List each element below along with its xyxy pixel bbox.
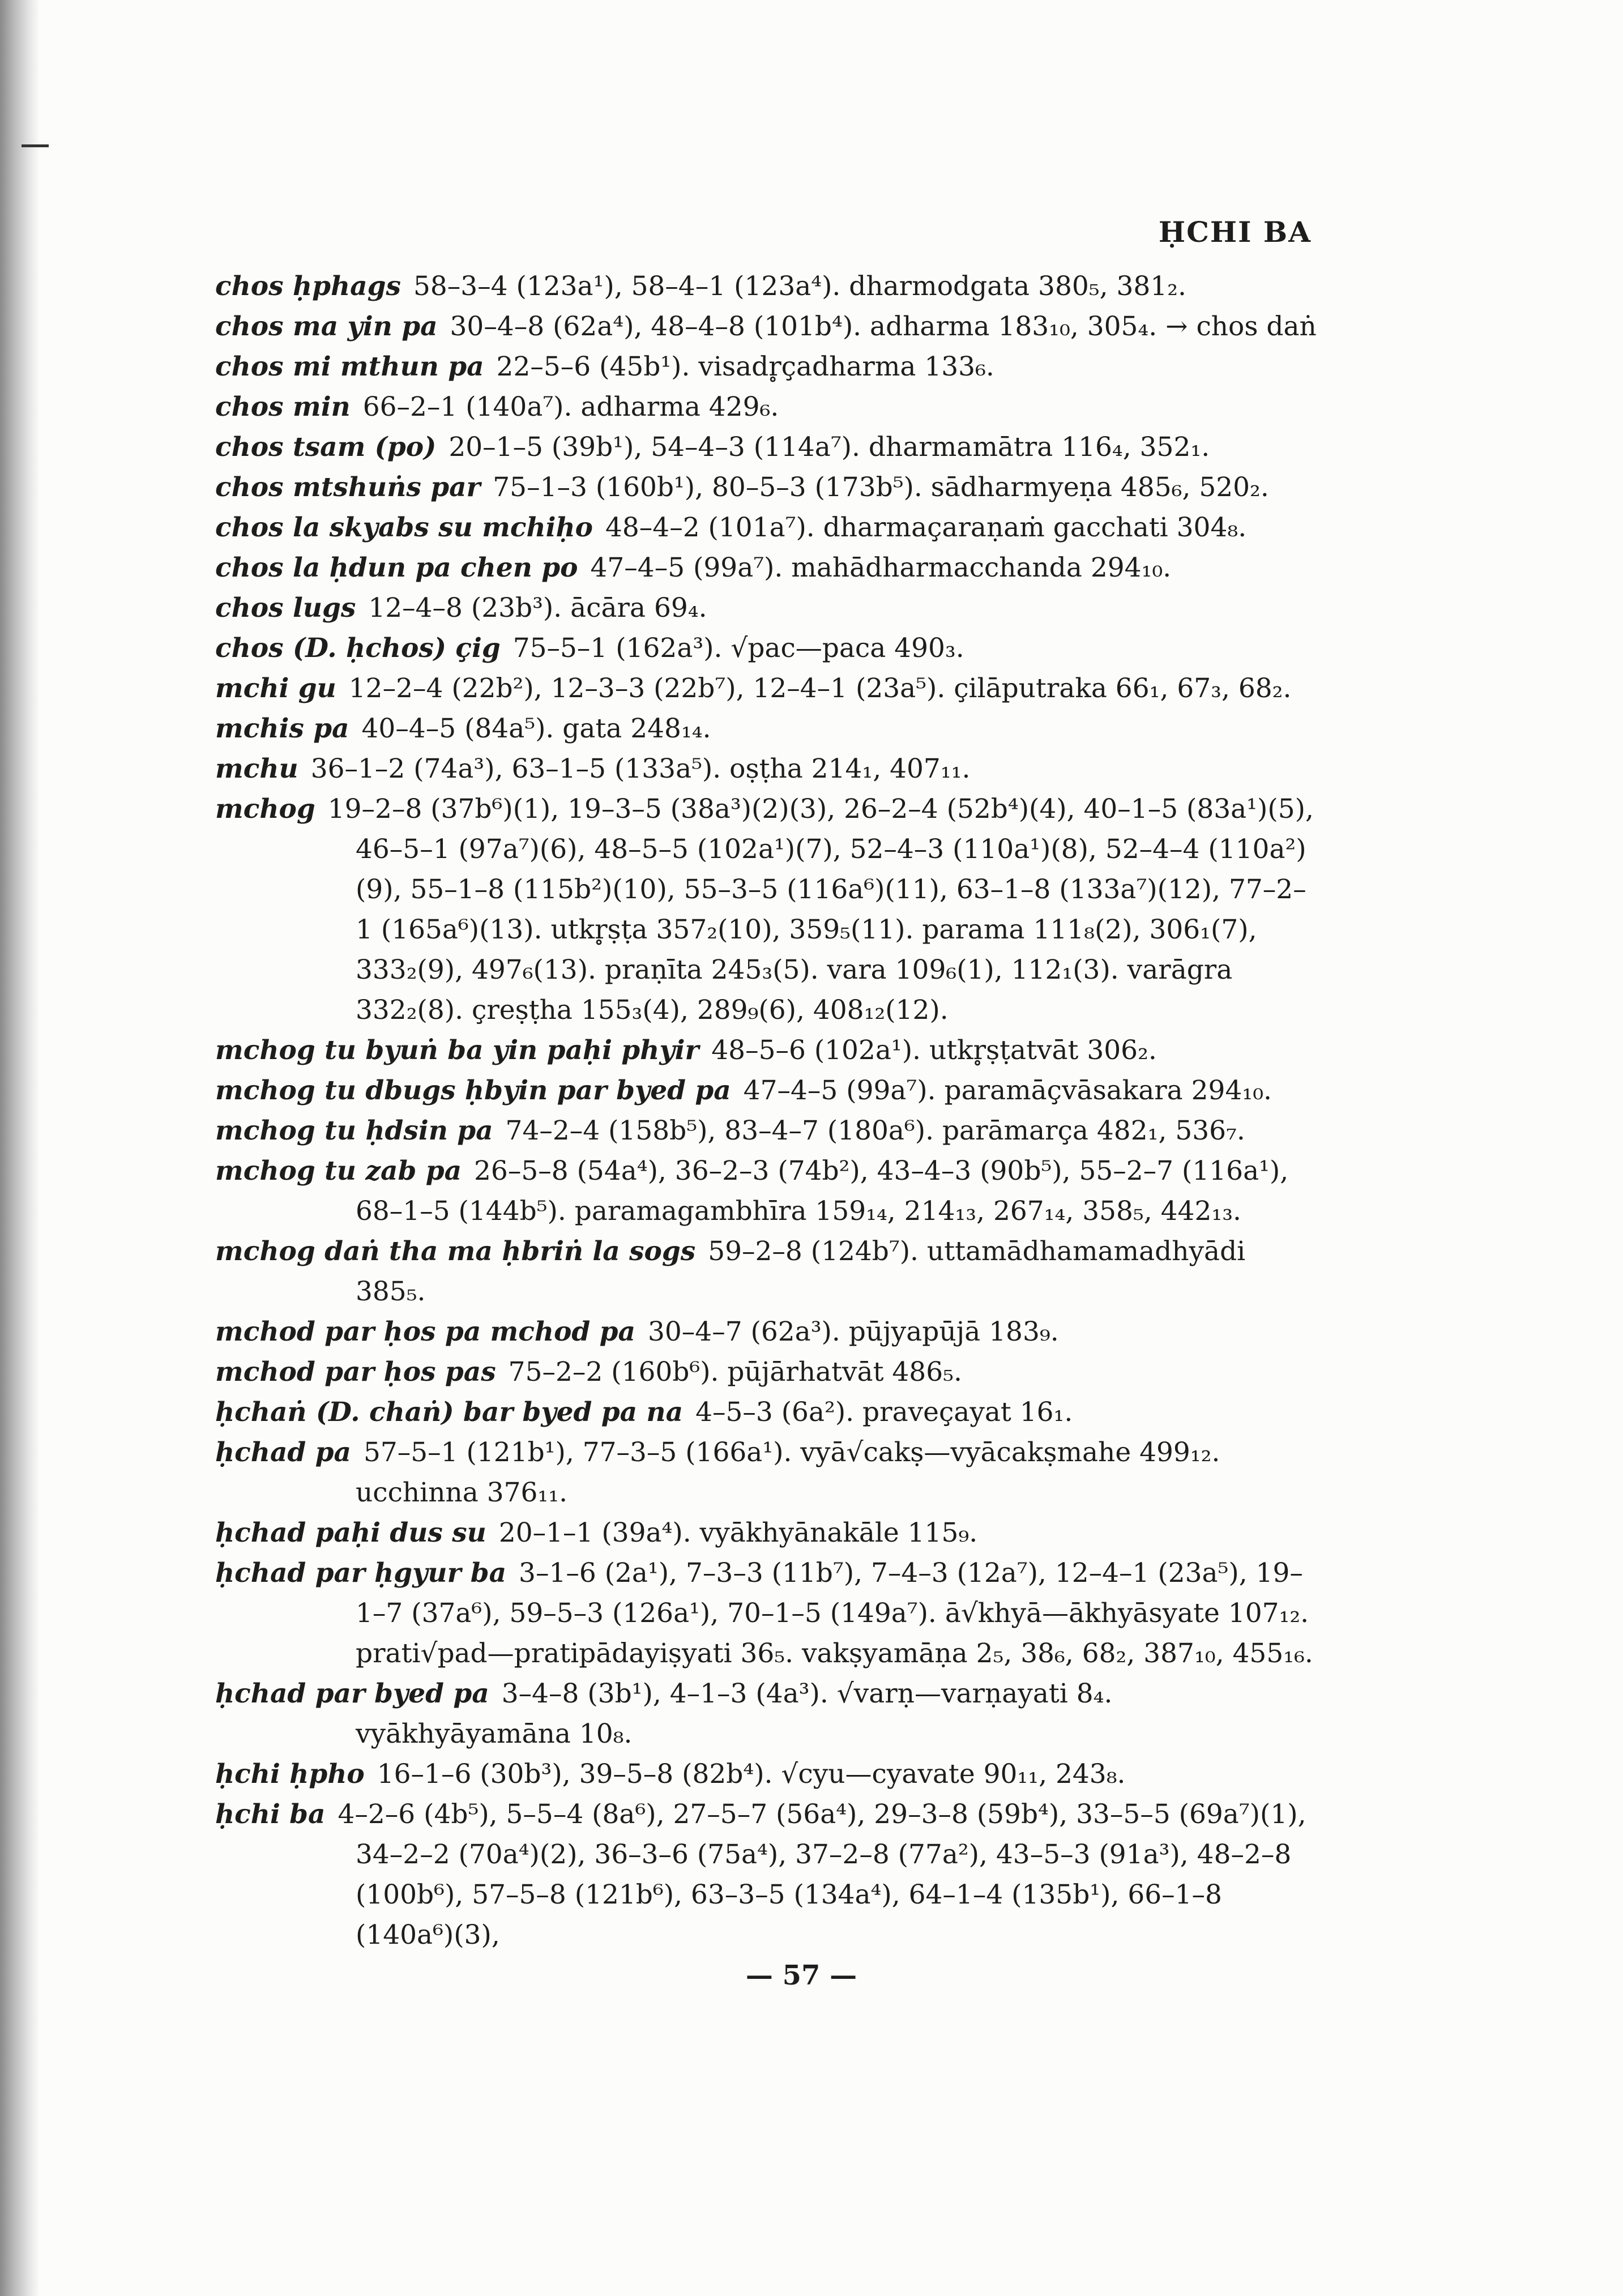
dictionary-entry: [215, 588, 1319, 628]
entry-body: 12–2–4 (22b²), 12–3–3 (22b⁷), 12–4–1 (23a⁵). çilāputraka 66₁, 67₃, 68₂.: [348, 673, 1292, 704]
dictionary-entry: [215, 1553, 1319, 1674]
dictionary-entry: [215, 628, 1319, 668]
entry-body: 47–4–5 (99a⁷). paramāçvāsakara 294₁₀.: [743, 1075, 1272, 1106]
entry-headword: ḥchad paḥi dus su: [215, 1517, 486, 1548]
entry-headword: chos la ḥdun pa chen po: [215, 552, 578, 583]
entry-body: 30–4–8 (62a⁴), 48–4–8 (101b⁴). adharma 183₁₀, 305₄. → chos daṅ: [450, 311, 1317, 342]
dictionary-entry: [215, 1070, 1319, 1111]
dictionary-entry: [215, 668, 1319, 709]
entry-body: 74–2–4 (158b⁵), 83–4–7 (180a⁶). parāmarça 482₁, 536₇.: [505, 1115, 1245, 1146]
entry-body: 20–1–1 (39a⁴). vyākhyānakāle 115₉.: [498, 1517, 978, 1548]
entry-headword: chos ḥphags: [215, 271, 401, 302]
dictionary-entry: [215, 507, 1319, 548]
entry-body: 19–2–8 (37b⁶)(1), 19–3–5 (38a³)(2)(3), 26–2–4 (52b⁴)(4), 40–1–5 (83a¹)(5), 46–5–1 (97a⁷)(6), 48–5–5 (102a¹)(7), 52–4–3 (110a¹)(8), 52–4–4 (110a²)(9), 55–1–8 (115b²)(10), 55–3–5 (116a⁶)(11), 63–1–8 (133a⁷)(12), 77–2–1 (165a⁶)(13). utkr̥ṣṭa 357₂(10), 359₅(11). parama 111₈(2), 306₁(7), 333₂(9), 497₆(13). praṇīta 245₃(5). vara 109₆(1), 112₁(3). varāgra 332₂(8). çreṣṭha 155₃(4), 289₉(6), 408₁₂(12).: [327, 793, 1314, 1026]
dictionary-entries: [215, 266, 1319, 1955]
dictionary-entry: [215, 387, 1319, 427]
entry-body: 75–5–1 (162a³). √pac—paca 490₃.: [512, 633, 964, 664]
entry-body: 30–4–7 (62a³). pūjyapūjā 183₉.: [647, 1316, 1059, 1347]
entry-body: 36–1–2 (74a³), 63–1–5 (133a⁵). oṣṭha 214₁, 407₁₁.: [310, 753, 971, 784]
entry-body: 16–1–6 (30b³), 39–5–8 (82b⁴). √cyu—cyavate 90₁₁, 243₈.: [377, 1759, 1126, 1790]
entry-body: 26–5–8 (54a⁴), 36–2–3 (74b²), 43–4–3 (90b⁵), 55–2–7 (116a¹), 68–1–5 (144b⁵). paramagambhīra 159₁₄, 214₁₃, 267₁₄, 358₅, 442₁₃.: [356, 1155, 1289, 1227]
entry-body: 48–5–6 (102a¹). utkr̥ṣṭatvāt 306₂.: [711, 1035, 1157, 1066]
dictionary-entry: [215, 548, 1319, 588]
dictionary-entry: [215, 266, 1319, 306]
entry-headword: mchi gu: [215, 673, 336, 704]
entry-headword: chos tsam (po): [215, 432, 437, 463]
entry-body: 47–4–5 (99a⁷). mahādharmacchanda 294₁₀.: [590, 552, 1172, 583]
dictionary-entry: [215, 1312, 1319, 1352]
entry-headword: mchis pa: [215, 713, 349, 744]
entry-headword: ḥchad par byed pa: [215, 1678, 489, 1709]
dictionary-entry: [215, 1432, 1319, 1513]
entry-headword: mchod par ḥos pa mchod pa: [215, 1316, 635, 1347]
dictionary-entry: [215, 467, 1319, 507]
entry-headword: chos lugs: [215, 592, 356, 624]
scan-binding-edge: [0, 0, 40, 2296]
dictionary-entry: [215, 1111, 1319, 1151]
entry-headword: mchog daṅ tha ma ḥbriṅ la sogs: [215, 1236, 696, 1267]
dictionary-entry: [215, 1392, 1319, 1432]
entry-body: 75–1–3 (160b¹), 80–5–3 (173b⁵). sādharmyeṇa 485₆, 520₂.: [493, 472, 1269, 503]
entry-headword: chos mi mthun pa: [215, 351, 484, 382]
entry-headword: ḥchi ba: [215, 1799, 326, 1830]
dictionary-entry: [215, 1754, 1319, 1794]
entry-headword: ḥchi ḥpho: [215, 1759, 365, 1790]
entry-body: 3–4–8 (3b¹), 4–1–3 (4a³). √varṇ—varṇayati 8₄. vyākhyāyamāna 10₈.: [356, 1678, 1113, 1749]
entry-body: 3–1–6 (2a¹), 7–3–3 (11b⁷), 7–4–3 (12a⁷), 12–4–1 (23a⁵), 19–1–7 (37a⁶), 59–5–3 (126a¹), 70–1–5 (149a⁷). ā√khyā—ākhyāsyate 107₁₂. prati√pad—pratipādayiṣyati 36₅. vakṣyamāṇa 2₅, 38₆, 68₂, 387₁₀, 455₁₆.: [356, 1557, 1313, 1669]
entry-headword: chos min: [215, 391, 351, 423]
entry-body: 4–2–6 (4b⁵), 5–5–4 (8a⁶), 27–5–7 (56a⁴), 29–3–8 (59b⁴), 33–5–5 (69a⁷)(1), 34–2–2 (70a⁴)(2), 36–3–6 (75a⁴), 37–2–8 (77a²), 43–5–3 (91a³), 48–2–8 (100b⁶), 57–5–8 (121b⁶), 63–3–5 (134a⁴), 64–1–4 (135b¹), 66–1–8 (140a⁶)(3),: [338, 1799, 1306, 1951]
entry-body: 40–4–5 (84a⁵). gata 248₁₄.: [361, 713, 711, 744]
dictionary-entry: [215, 1352, 1319, 1392]
entry-headword: mchu: [215, 753, 298, 784]
entry-body: 75–2–2 (160b⁶). pūjārhatvāt 486₅.: [508, 1356, 962, 1388]
dictionary-entry: [215, 1231, 1319, 1312]
entry-headword: mchog tu dbugs ḥbyin par byed pa: [215, 1075, 731, 1106]
entry-headword: chos (D. ḥchos) çig: [215, 633, 501, 664]
dictionary-entry: [215, 1794, 1319, 1955]
entry-headword: mchog tu ḥdsin pa: [215, 1115, 493, 1146]
dictionary-entry: [215, 1674, 1319, 1754]
scan-margin-mark: [22, 144, 49, 147]
dictionary-entry: [215, 789, 1319, 1030]
entry-body: 20–1–5 (39b¹), 54–4–3 (114a⁷). dharmamātra 116₄, 352₁.: [449, 432, 1210, 463]
dictionary-entry: [215, 306, 1319, 347]
dictionary-entry: [215, 1513, 1319, 1553]
entry-headword: mchog tu byuṅ ba yin paḥi phyir: [215, 1035, 699, 1066]
entry-headword: ḥchaṅ (D. chaṅ) bar byed pa na: [215, 1397, 684, 1428]
entry-body: 59–2–8 (124b⁷). uttamādhamamadhyādi 385₅.: [356, 1236, 1246, 1307]
entry-body: 22–5–6 (45b¹). visadr̥çadharma 133₆.: [496, 351, 994, 382]
entry-headword: chos mtshuṅs par: [215, 472, 481, 503]
entry-headword: mchog tu zab pa: [215, 1155, 462, 1187]
entry-headword: mchod par ḥos pas: [215, 1356, 496, 1388]
entry-body: 48–4–2 (101a⁷). dharmaçaraṇaṁ gacchati 304₈.: [605, 512, 1247, 543]
dictionary-entry: [215, 1151, 1319, 1231]
entry-body: 4–5–3 (6a²). praveçayat 16₁.: [695, 1397, 1073, 1428]
entry-body: 66–2–1 (140a⁷). adharma 429₆.: [362, 391, 779, 423]
entry-body: 58–3–4 (123a¹), 58–4–1 (123a⁴). dharmodgata 380₅, 381₂.: [413, 271, 1186, 302]
entry-body: 12–4–8 (23b³). ācāra 69₄.: [368, 592, 707, 624]
page-number: — 57 —: [745, 1960, 857, 1991]
dictionary-entry: [215, 709, 1319, 749]
dictionary-entry: [215, 749, 1319, 789]
entry-headword: chos la skyabs su mchiḥo: [215, 512, 593, 543]
dictionary-entry: [215, 427, 1319, 467]
entry-body: 57–5–1 (121b¹), 77–3–5 (166a¹). vyā√cakṣ—vyācakṣmahe 499₁₂. ucchinna 376₁₁.: [356, 1437, 1220, 1508]
entry-headword: ḥchad pa: [215, 1437, 351, 1468]
entry-headword: chos ma yin pa: [215, 311, 438, 342]
dictionary-entry: [215, 347, 1319, 387]
dictionary-entry: [215, 1030, 1319, 1070]
running-header: ḤCHI BA: [1158, 215, 1312, 249]
entry-headword: mchog: [215, 793, 315, 825]
entry-headword: ḥchad par ḥgyur ba: [215, 1557, 507, 1589]
